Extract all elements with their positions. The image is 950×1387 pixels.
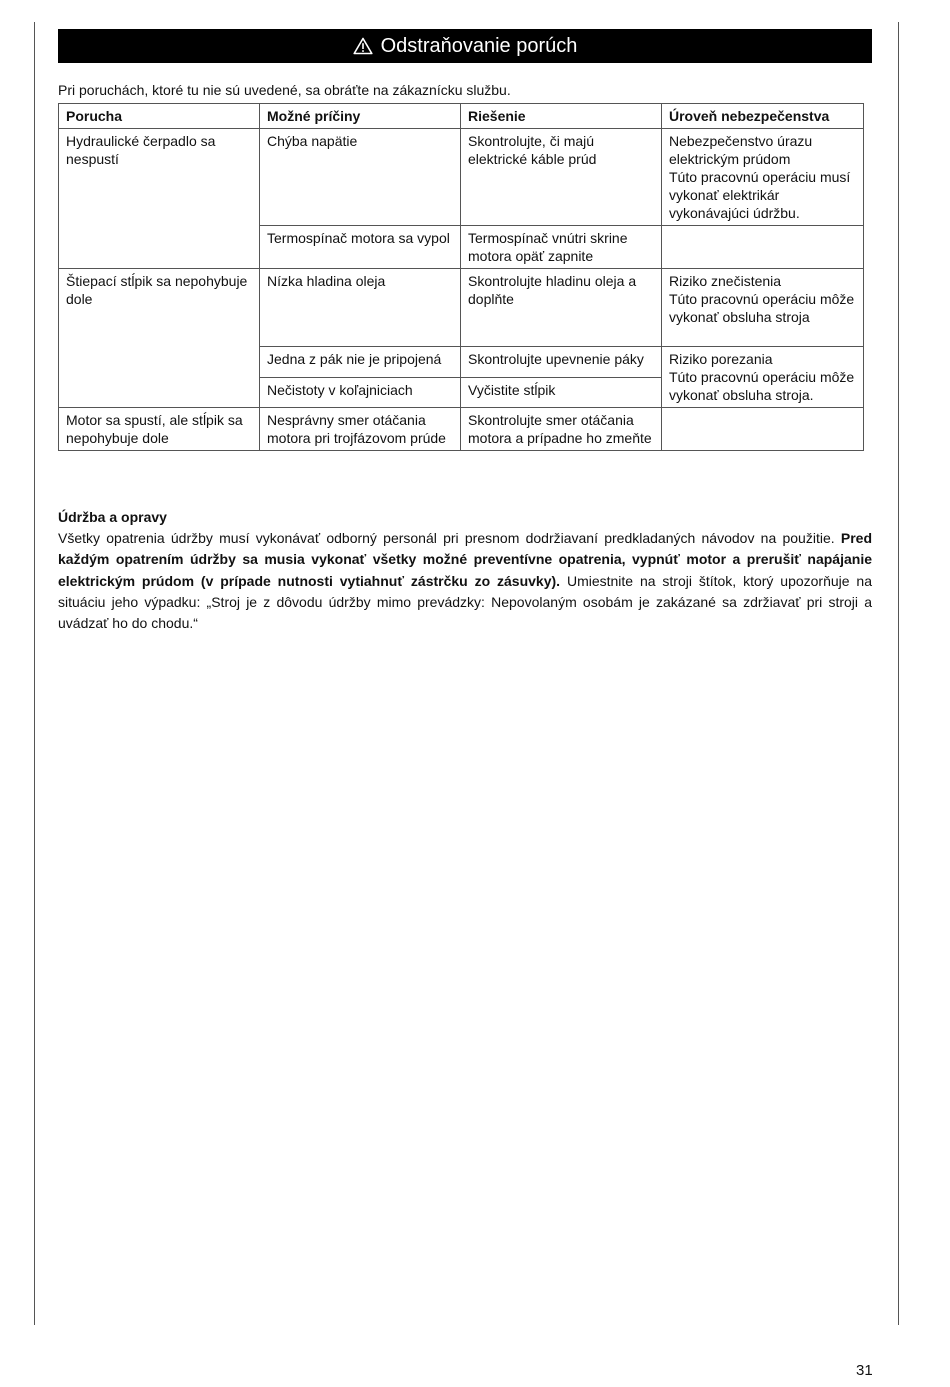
danger-note: Túto pracovnú operáciu môže vykonať obsluha stroja [669,291,855,325]
solution-cell: Skontrolujte, či majú elektrické káble prúd [461,129,662,226]
danger-note: Túto pracovnú operáciu musí vykonať elektrikár vykonávajúci údržbu. [669,169,851,221]
danger-cell [662,129,864,226]
cause-cell: Jedna z pák nie je pripojená [260,347,461,378]
cause-cell: Nízka hladina oleja [260,269,461,347]
solution-cell: Termospínač vnútri skrine motora opäť zapnite [461,226,662,269]
danger-cell [662,269,864,347]
danger-label: Riziko znečistenia [669,273,782,289]
table-row [59,129,864,226]
table-header-row [59,104,864,129]
column-header-fault: Porucha [59,104,260,129]
solution-cell: Skontrolujte smer otáčania motora a prípadne ho zmeňte [461,408,662,451]
cause-cell: Nesprávny smer otáčania motora pri trojfázovom prúde [260,408,461,451]
column-header-solution: Riešenie [461,104,662,129]
solution-cell: Skontrolujte hladinu oleja a doplňte [461,269,662,347]
maintenance-label-note: Umiestnite na stroji štítok, ktorý upozorňuje na situáciu jeho výpadku: „Stroj je z dôvodu údržby mimo prevádzky: Nepovolaným osobám je zakázané sa zdržiavať pri stroji a uvádzať ho do chodu.“ [58,572,873,632]
danger-cell [662,347,864,408]
solution-cell: Vyčistite stĺpik [461,377,662,408]
danger-label: Riziko porezania [669,351,773,367]
maintenance-paragraph [58,528,872,634]
column-header-danger: Úroveň nebezpečenstva [662,104,864,129]
cause-cell: Chýba napätie [260,129,461,226]
section-title: Odstraňovanie porúch [380,34,578,57]
cause-cell: Termospínač motora sa vypol [260,226,461,269]
fault-cell: Motor sa spustí, ale stĺpik sa nepohybuje dole [59,408,260,451]
danger-label: Nebezpečenstvo úrazu elektrickým prúdom [669,133,813,167]
danger-note: Túto pracovnú operáciu môže vykonať obsluha stroja. [669,369,855,403]
right-margin-rule [898,22,899,1325]
section-header [58,29,872,63]
danger-cell [662,226,864,269]
troubleshooting-table [58,103,864,451]
solution-cell: Skontrolujte upevnenie páky [461,347,662,378]
cause-cell: Nečistoty v koľajniciach [260,377,461,408]
intro-text: Pri poruchách, ktoré tu nie sú uvedené, sa obráťte na zákaznícku službu. [58,82,511,98]
fault-cell: Hydraulické čerpadlo sa nespustí [59,129,260,269]
column-header-cause: Možné príčiny [260,104,461,129]
maintenance-heading: Údržba a opravy [58,509,167,525]
left-margin-rule [34,22,35,1325]
danger-cell [662,408,864,451]
maintenance-warning: Pred každým opatrením údržby sa musia vykonať všetky možné preventívne opatrenia, vypnúť motor a prerušiť napájanie elektrickým prúdom (v prípade nutnosti vytiahnuť zástrčku zo zásuvky). [58,530,873,589]
fault-cell: Štiepací stĺpik sa nepohybuje dole [59,269,260,408]
warning-triangle-icon [353,37,373,55]
table-row [59,269,864,347]
maintenance-text: Všetky opatrenia údržby musí vykonávať odborný personál pri presnom dodržiavaní predkladaných návodov na použitie. [58,530,835,546]
table-row [59,408,864,451]
page-number: 31 [856,1362,873,1379]
maintenance-section [58,507,872,634]
